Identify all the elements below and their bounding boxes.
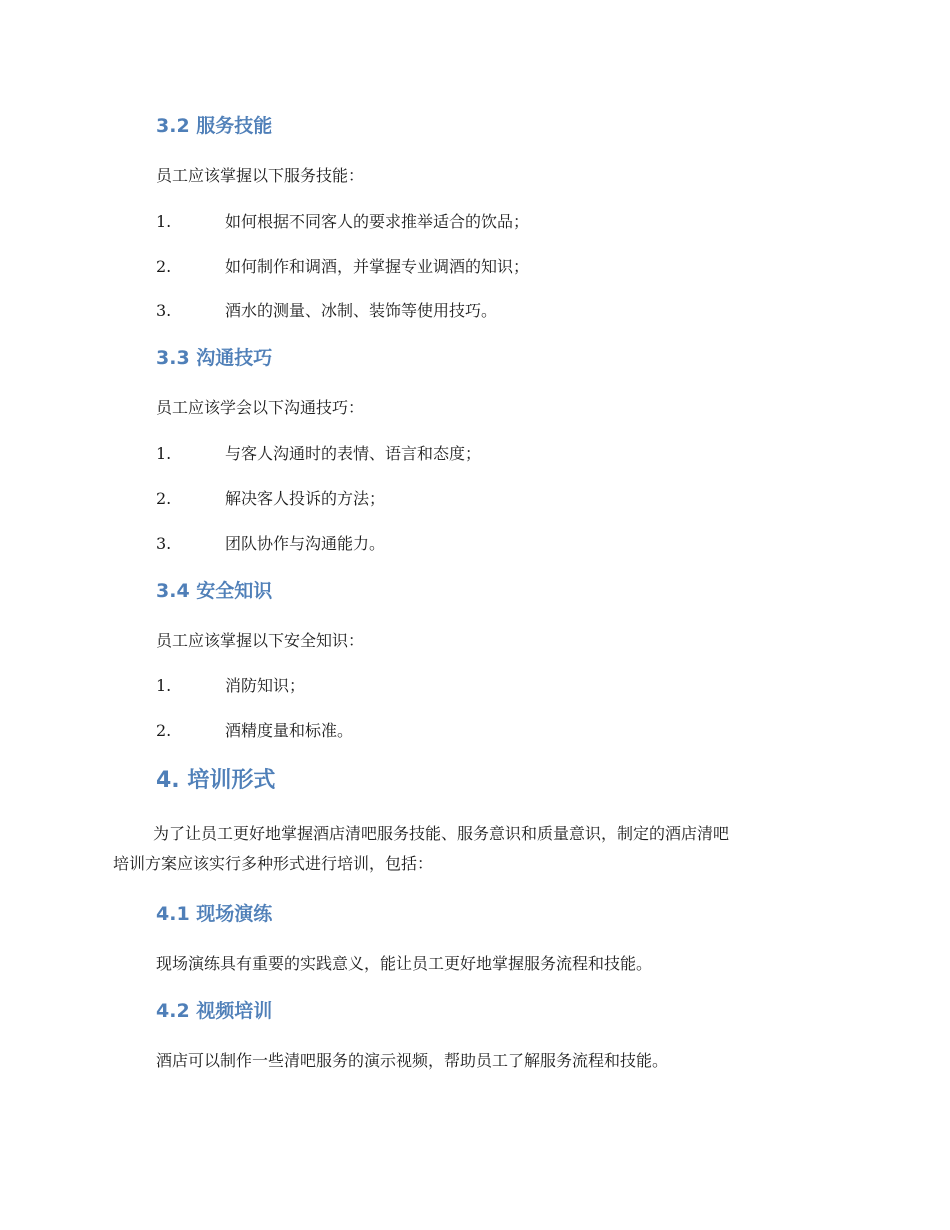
list-number: 1.: [156, 444, 172, 463]
list-text: 与客人沟通时的表情、语言和态度；: [225, 444, 482, 463]
heading-4-2: 4.2 视频培训: [156, 1000, 273, 1022]
list-number: 2.: [156, 257, 172, 276]
paragraph-line: 为了让员工更好地掌握酒店清吧服务技能、服务意识和质量意识，制定的酒店清吧: [153, 824, 730, 843]
paragraph-4-1: 现场演练具有重要的实践意义，能让员工更好地掌握服务流程和技能。: [156, 954, 653, 973]
heading-3-2: 3.2 服务技能: [156, 115, 273, 137]
paragraph-4: [113, 823, 833, 875]
list-text: 解决客人投诉的方法；: [225, 489, 386, 508]
list-item: [156, 533, 385, 555]
list-item: [156, 443, 481, 465]
heading-4: 4. 培训形式: [156, 768, 276, 793]
list-number: 1.: [156, 676, 172, 695]
intro-3-3: 员工应该学会以下沟通技巧：: [156, 398, 365, 417]
intro-3-4: 员工应该掌握以下安全知识：: [156, 631, 365, 650]
list-text: 消防知识；: [225, 676, 306, 695]
paragraph-4-2: 酒店可以制作一些清吧服务的演示视频，帮助员工了解服务流程和技能。: [156, 1051, 669, 1070]
list-number: 3.: [156, 534, 172, 553]
heading-3-4: 3.4 安全知识: [156, 580, 273, 602]
heading-3-3: 3.3 沟通技巧: [156, 347, 273, 369]
list-number: 1.: [156, 212, 172, 231]
list-text: 如何根据不同客人的要求推举适合的饮品；: [225, 212, 530, 231]
paragraph-line: 培训方案应该实行多种形式进行培训，包括：: [113, 854, 434, 873]
list-number: 2.: [156, 489, 172, 508]
list-item: [156, 300, 497, 322]
intro-3-2: 员工应该掌握以下服务技能：: [156, 166, 365, 185]
list-text: 如何制作和调酒，并掌握专业调酒的知识；: [225, 257, 530, 276]
list-item: [156, 256, 529, 278]
list-text: 酒水的测量、冰制、装饰等使用技巧。: [225, 301, 498, 320]
list-item: [156, 720, 353, 742]
list-item: [156, 488, 385, 510]
list-number: 3.: [156, 301, 172, 320]
list-text: 酒精度量和标准。: [225, 721, 354, 740]
list-item: [156, 211, 529, 233]
list-number: 2.: [156, 721, 172, 740]
heading-4-1: 4.1 现场演练: [156, 903, 273, 925]
list-text: 团队协作与沟通能力。: [225, 534, 386, 553]
list-item: [156, 675, 305, 697]
